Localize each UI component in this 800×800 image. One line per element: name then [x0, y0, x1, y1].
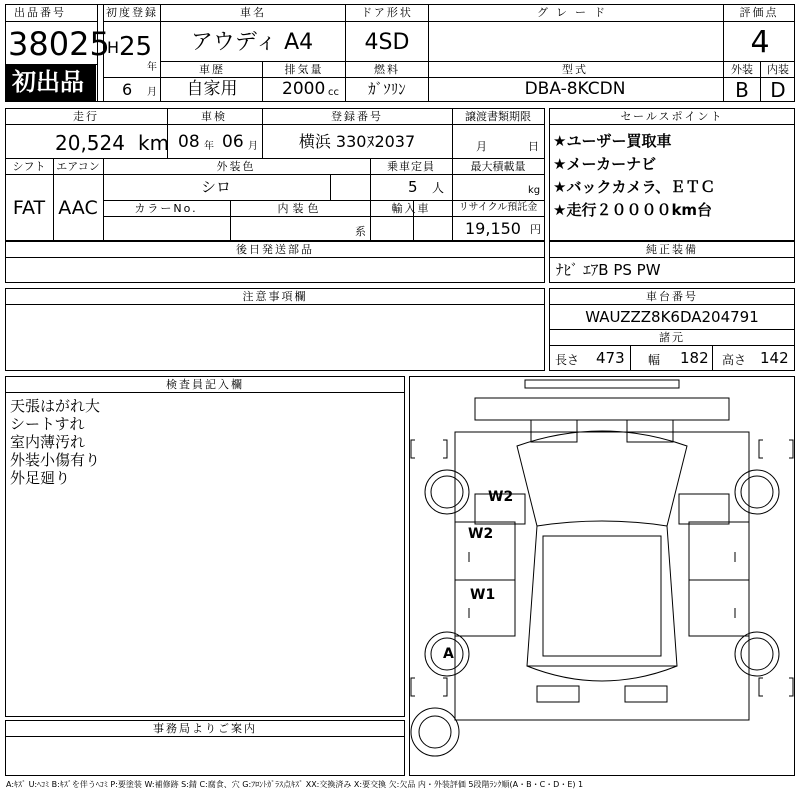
sales-point-item: ★走行２００００km台 [553, 201, 713, 219]
displacement-value: 2000 [282, 79, 326, 99]
damage-mark: W1 [470, 587, 496, 603]
capacity-value: 5 [408, 178, 418, 196]
interior-color-label: 内装色 [277, 202, 323, 215]
equipment-value: ﾅﾋﾞ ｴｱB PS PW [556, 261, 661, 279]
damage-mark: W2 [488, 489, 514, 505]
lot-no: 38025 [8, 25, 110, 63]
door-label: ドア形状 [361, 6, 413, 19]
registration-label: 登録番号 [331, 110, 383, 123]
door-type: 4SD [364, 30, 410, 55]
inspector-label: 検査員記入欄 [166, 378, 244, 391]
chassis-label: 車台番号 [646, 290, 698, 303]
displacement-label: 排気量 [284, 63, 324, 76]
notes-label: 注意事項欄 [242, 290, 308, 303]
inspector-line: 室内薄汚れ [10, 433, 86, 451]
max-load-label: 最大積載量 [470, 160, 526, 173]
inspection-month-unit: 月 [248, 141, 258, 152]
first-reg-label: 初度登録 [106, 6, 158, 19]
color-no-label: カラーNo. [134, 202, 198, 215]
sales-point-item: ★メーカーナビ [553, 155, 657, 173]
interior-color-unit: 系 [355, 225, 366, 238]
specs-label: 諸元 [659, 331, 685, 344]
capacity-unit: 人 [432, 181, 445, 195]
inspector-line: 外装小傷有り [10, 451, 101, 469]
later-parts-label: 後日発送部品 [236, 243, 314, 256]
color-value: シロ [200, 178, 232, 196]
height-value: 142 [760, 349, 789, 367]
interior-value: D [770, 78, 786, 102]
inspection-label: 車検 [201, 110, 227, 123]
inspector-line: シートすれ [10, 415, 85, 433]
shift-label: シフト [12, 160, 46, 173]
recycle-unit: 円 [530, 223, 541, 236]
equipment-label: 純正装備 [646, 243, 698, 256]
sales-points-list [553, 130, 715, 222]
history-value: 自家用 [186, 79, 238, 99]
fuel-label: 燃料 [374, 63, 400, 76]
width-label: 幅 [648, 353, 661, 367]
inspection-year-unit: 年 [204, 141, 214, 152]
exterior-label: 外装 [731, 63, 753, 76]
inspector-line: 天張はがれ大 [10, 397, 101, 415]
mileage-unit: km [138, 131, 170, 155]
score-value: 4 [750, 25, 770, 60]
first-reg-era: H [107, 38, 120, 57]
inspection-year: 08 [178, 132, 200, 152]
mileage-label: 走行 [73, 110, 99, 123]
interior-label: 内装 [767, 63, 789, 76]
sales-point-item: ★ユーザー買取車 [553, 132, 672, 150]
capacity-label: 乗車定員 [387, 160, 435, 173]
history-label: 車歴 [199, 63, 225, 76]
ac-value: AAC [58, 197, 98, 219]
chassis-number: WAUZZZ8K6DA204791 [585, 308, 759, 326]
first-reg-year-unit: 年 [147, 62, 157, 73]
displacement-unit: cc [328, 87, 339, 98]
exterior-value: B [735, 78, 749, 102]
recycle-label: リサイクル預託金 [458, 202, 538, 213]
shift-value: FAT [12, 197, 46, 219]
recycle-value: 19,150 [465, 219, 521, 238]
length-label: 長さ [555, 353, 580, 367]
transfer-day-unit: 日 [528, 140, 539, 153]
width-value: 182 [680, 349, 709, 367]
legend-text: A:ｷｽﾞ U:ﾍｺﾐ B:ｷｽﾞを伴うﾍｺﾐ P:要塗装 W:補修跡 S:錆 C:腐食、穴 G:ﾌﾛﾝﾄｶﾞﾗｽ点ｷｽﾞ XX:交換済み X:要交換 欠:欠品 内・外装評価 5段階ﾗﾝｸ順(A・B・C・D・E) 1 [6, 780, 584, 789]
car-name-label: 車名 [240, 6, 266, 19]
model-value: DBA-8KCDN [524, 79, 626, 99]
first-listing-text: 初出品 [12, 68, 84, 96]
inspection-month: 06 [222, 132, 244, 152]
length-value: 473 [596, 349, 625, 367]
sales-points-label: セールスポイント [620, 110, 724, 123]
model-label: 型式 [562, 63, 588, 76]
transfer-month-unit: 月 [476, 140, 487, 153]
transfer-label: 譲渡書類期限 [465, 110, 531, 123]
car-name: アウディ A4 [190, 30, 314, 55]
import-label: 輸入車 [391, 202, 431, 215]
first-reg-month-unit: 月 [147, 87, 157, 98]
first-reg-month: 6 [122, 80, 133, 99]
sales-point-item: ★バックカメラ、ＥＴＣ [553, 178, 716, 196]
damage-mark: W2 [468, 526, 494, 542]
ac-label: エアコン [56, 160, 100, 173]
max-load-unit: kg [528, 185, 541, 196]
mileage-value: 20,524 [55, 131, 125, 155]
fuel-value: ｶﾞｿﾘﾝ [368, 80, 406, 98]
vehicle-damage-diagram [409, 376, 795, 776]
color-label: 外装色 [216, 160, 256, 173]
height-label: 高さ [722, 353, 747, 367]
inspector-notes [10, 397, 100, 487]
registration-value: 横浜 330ﾇ2037 [298, 132, 416, 151]
grade-label: グレード [537, 6, 613, 19]
lot-no-label: 出品番号 [14, 6, 66, 19]
damage-mark: A [443, 646, 454, 662]
inspector-line: 外足廻り [10, 469, 71, 487]
score-label: 評価点 [739, 6, 779, 19]
first-reg-year: 25 [119, 32, 153, 62]
office-label: 事務局よりご案内 [153, 722, 257, 735]
